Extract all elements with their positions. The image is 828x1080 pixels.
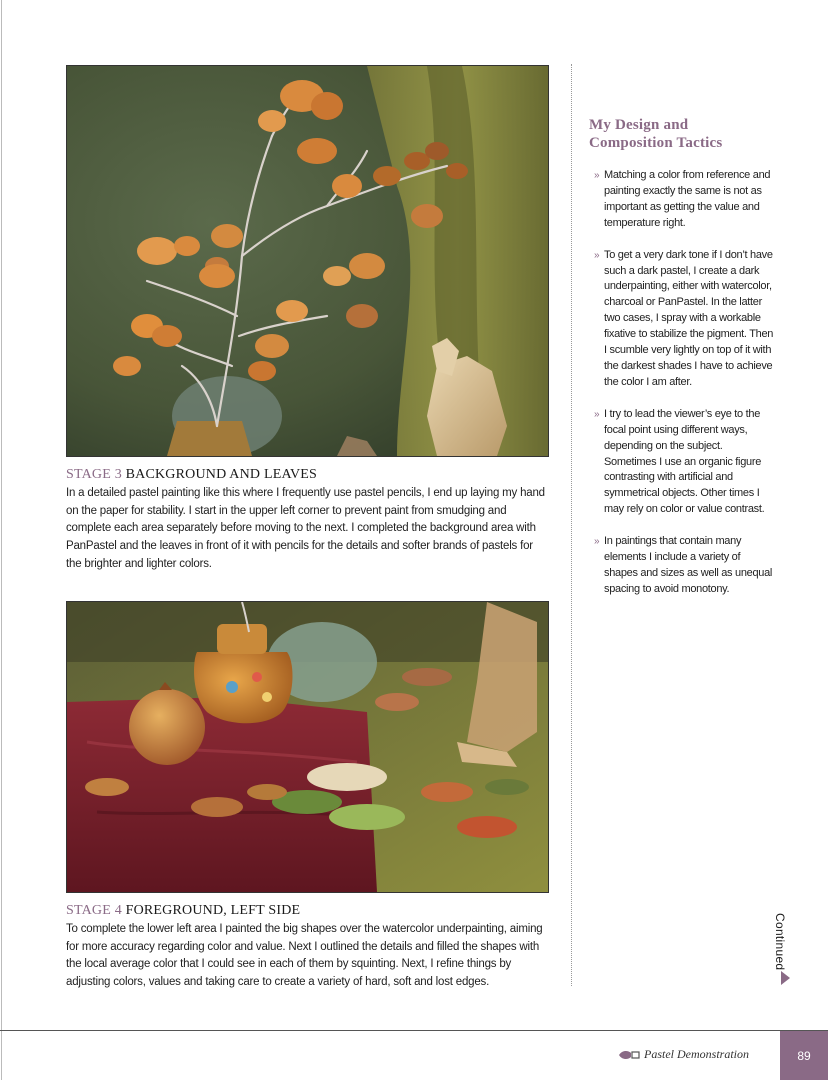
tip-item [589,168,775,232]
tip-text: In paintings that contain many elements I include a variety of shapes and sizes as well as unequal spacing to avoid monotony. [604,535,773,595]
page-number: 89 [780,1031,828,1080]
stage3-title: BACKGROUND AND LEAVES [125,467,317,482]
column-divider [571,64,572,986]
bullet-icon: » [594,408,600,420]
stage3-painting-art [67,66,548,456]
tip-item [589,248,775,391]
bullet-icon: » [594,536,600,548]
stage4-title: FOREGROUND, LEFT SIDE [125,903,301,918]
tip-item [589,534,775,598]
footer-rule [0,1030,828,1031]
stage4-heading [66,902,548,919]
left-edge-rule [1,0,2,1080]
footer-section-label: Pastel Demonstration [644,1047,749,1061]
stage3-body: In a detailed pastel painting like this where I frequently use pastel pencils, I end up laying my hand on the paper for stability. I start in the upper left corner to prevent paint from smudging and complete each area separately before moving to the next. I completed the background area with PanPastel and the leaves in front of it with pencils for the details and softer brands of pastels for the brighter and lighter colors. [66,487,545,570]
bullet-icon: » [594,249,600,261]
stage4-section [66,902,548,992]
stage4-body: To complete the lower left area I painted the big shapes over the watercolor underpainting, aiming for more accuracy regarding color and value. Next I outlined the details and filled the shapes with the local average color that I could see in each of them by squinting. Next, I refine things by adjusting colors, values and taking care to create a variety of hard, soft and lost edges. [66,923,543,989]
tip-text: To get a very dark tone if I don’t have such a dark pastel, I create a dark underpainting, either with watercolor, charcoal or PanPastel. In the latter two cases, I spray with a workable fixative to stabilize the pigment. Then I scumble very lightly on top of it with the darkest shades I have to achieve the color I am after. [604,248,774,388]
stage3-heading [66,466,548,483]
pastel-stick-icon [618,1048,640,1062]
continued-marker [773,913,799,988]
stage3-painting [66,65,549,457]
stage3-number: STAGE 3 [66,467,122,482]
continued-label: Continued [773,913,787,971]
tip-text: Matching a color from reference and painting exactly the same is not as important as getting the value and temperature right. [604,169,771,229]
stage4-painting-art [67,602,548,892]
continued-arrow-icon [781,971,790,985]
stage4-painting [66,601,549,893]
stage3-section [66,466,548,574]
tip-text: I try to lead the viewer’s eye to the focal point using different ways, depending on the subject. Sometimes I use an organic figure contrasting with artificial and symmetrical objects. Other times I may rely on color or value contrast. [604,407,765,516]
sidebar-title: My Design and Composition Tactics [589,117,723,151]
bullet-icon: » [594,170,600,181]
tip-item [589,407,775,518]
tips-list [589,168,775,598]
stage4-number: STAGE 4 [66,903,122,918]
sidebar [589,116,775,614]
